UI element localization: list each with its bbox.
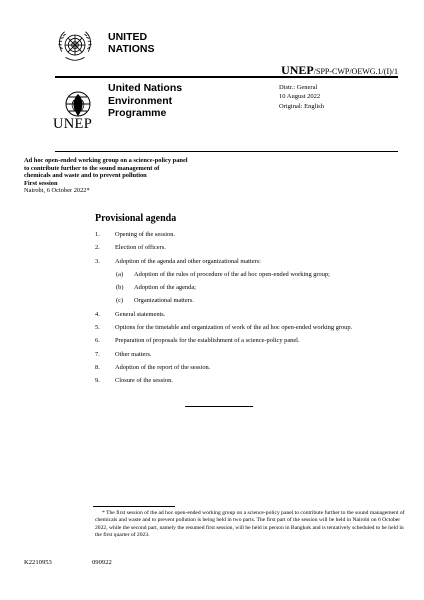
meeting-session: First session [24,179,58,187]
unep-wordmark: UNEP [53,116,93,132]
agenda-item-text: General statements. [115,310,166,318]
unep-name [108,82,182,120]
agenda-item [95,351,395,364]
un-name-line1: UNITED [108,31,148,43]
header-bottom-rule [55,151,398,152]
issue-date: 10 August 2022 [279,93,321,101]
agenda-subitem-label: (a) [116,270,124,278]
agenda-item-number: 4. [95,310,100,318]
agenda-item [95,244,395,257]
agenda-item [95,311,395,324]
agenda-subitem [95,271,395,284]
agenda-item-text: Election of officers. [115,244,166,252]
agenda-item-text: Opening of the session. [115,231,175,238]
unep-name-line1: United Nations [108,82,183,94]
agenda-subitem-label: (c) [116,297,124,305]
agenda-item-text: Other matters. [115,350,152,358]
agenda-item [95,364,395,377]
meeting-info [24,157,309,195]
agenda-item [95,231,395,244]
original-language: Original: English [279,102,324,110]
agenda-item-text: Adoption of the agenda and other organizational matters: [115,257,261,265]
agenda-item-number: 2. [95,244,100,252]
agenda-subitem [95,297,395,310]
header-rule [55,76,398,78]
agenda-subitem [95,284,395,297]
agenda-item-number: 6. [95,337,100,345]
agenda-item [95,337,395,350]
agenda-item-number: 7. [95,350,100,358]
agenda-item-text: Closure of the session. [115,377,173,385]
footnote-rule [93,506,175,507]
un-name-line2: NATIONS [108,43,155,55]
document-symbol-rest: /SPP-CWP/OEWG.1/(I)/1 [313,67,398,76]
document-print-date: 090922 [92,559,112,566]
unep-name-line3: Programme [108,107,167,119]
footnote: * The first session of the ad hoc open-ended working group on a science-policy panel to contribute further to the sound management of chemicals and waste and to prevent pollution is being held in two parts. The first part of the session will be held in Nairobi on 6 October 2022, while the second part, namely the resumed first session, will be held in person in Bangkok and is tentatively scheduled to be held in the first quarter of 2023. [95,510,405,538]
end-of-agenda-rule [185,406,253,407]
agenda-item-number: 1. [95,231,100,238]
agenda-item-number: 9. [95,377,100,385]
distribution: Distr.: General [279,84,318,91]
agenda-subitem-label: (b) [116,284,124,292]
agenda-item-number: 5. [95,324,100,332]
document-number: K2210953 [24,559,52,566]
meeting-line1: Ad hoc open-ended working group on a science-policy panel [24,157,188,164]
document-meta [279,83,324,111]
agenda-subitem-text: Adoption of the agenda; [134,284,196,292]
page-title: Provisional agenda [95,213,177,224]
agenda-item [95,324,395,337]
meeting-venue: Nairobi, 6 October 2022* [24,187,90,195]
agenda-item-text: Options for the timetable and organization of work of the ad hoc open-ended working group. [115,324,353,332]
meeting-line2: to contribute further to the sound management of [24,164,160,172]
agenda-item [95,258,395,271]
agenda-item-text: Adoption of the report of the session. [115,363,211,371]
agenda-item-number: 3. [95,257,100,265]
agenda-subitem-text: Organizational matters. [134,297,194,305]
unep-name-line2: Environment [108,94,173,107]
agenda-list [95,231,395,391]
agenda-subitem-text: Adoption of the rules of procedure of the ad hoc open-ended working group; [134,270,330,278]
un-emblem-logo [56,27,94,65]
meeting-line3: chemicals and waste and to prevent pollution [24,172,147,180]
agenda-item [95,377,395,390]
agenda-item-number: 8. [95,363,100,371]
document-symbol-bold: UNEP [281,63,314,77]
agenda-item-text: Preparation of proposals for the establishment of a science-policy panel. [115,337,300,345]
un-name [108,31,154,55]
